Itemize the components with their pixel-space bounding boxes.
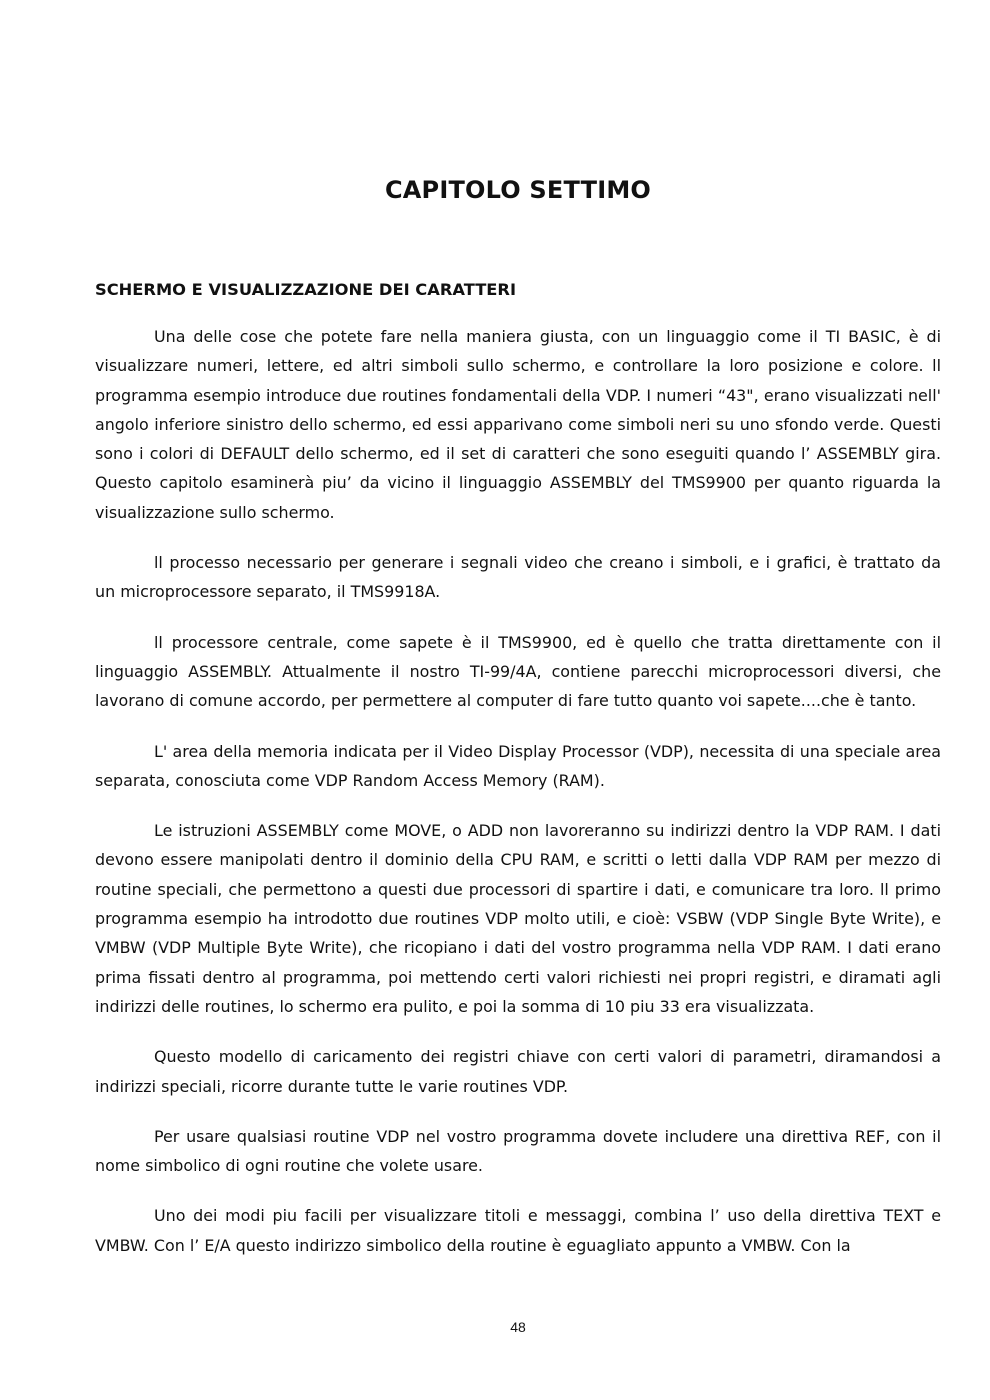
chapter-title: CAPITOLO SETTIMO [384,176,652,204]
page-number: 48 [510,1319,526,1335]
body-text [95,322,941,1281]
paragraph: Questo modello di caricamento dei registri chiave con certi valori di parametri, diramandosi a indirizzi speciali, ricorre durante tutte le varie routines VDP. [95,1047,941,1096]
paragraph: ll processo necessario per generare i segnali video che creano i simboli, e i grafici, è trattato da un microprocessore separato, il TMS9918A. [95,553,941,602]
paragraph: Le istruzioni ASSEMBLY come MOVE, o ADD non lavoreranno su indirizzi dentro la VDP RAM. I dati devono essere manipolati dentro il dominio della CPU RAM, e scritti o letti dalla VDP RAM per mezzo di routine speciali, che permettono a questi due processori di spartire i dati, e comunicare tra loro. ll primo programma esempio ha introdotto due routines VDP molto utili, e cioè: VSBW (VDP Single Byte Write), e VMBW (VDP Multiple Byte Write), che ricopiano i dati del vostro programma nella VDP RAM. I dati erano prima fissati dentro al programma, poi mettendo certi valori richiesti nei propri registri, e diramati agli indirizzi delle routines, lo schermo era pulito, e poi la somma di 10 piu 33 era visualizzata. [95,821,941,1016]
paragraph: L' area della memoria indicata per il Video Display Processor (VDP), necessita di una speciale area separata, conosciuta come VDP Random Access Memory (RAM). [95,741,941,790]
paragraph: Uno dei modi piu facili per visualizzare titoli e messaggi, combina l’ uso della direttiva TEXT e VMBW. Con l’ E/A questo indirizzo simbolico della routine è eguagliato appunto a VMBW. Con la [95,1206,941,1255]
paragraph: ll processore centrale, come sapete è il TMS9900, ed è quello che tratta direttamente con il linguaggio ASSEMBLY. Attualmente il nostro TI-99/4A, contiene parecchi microprocessori diversi, che lavorano di comune accordo, per permettere al computer di fare tutto quanto voi sapete....che è tanto. [95,632,941,711]
paragraph: Una delle cose che potete fare nella maniera giusta, con un linguaggio come il TI BASIC, è di visualizzare numeri, lettere, ed altri simboli sullo schermo, e controllare la loro posizione e colore. ll programma esempio introduce due routines fondamentali della VDP. I numeri “43", erano visualizzati nell' angolo inferiore sinistro dello schermo, ed essi apparivano come simboli neri su uno sfondo verde. Questi sono i colori di DEFAULT dello schermo, ed il set di caratteri che sono eseguiti quando l’ ASSEMBLY gira. Questo capitolo esaminerà piu’ da vicino il linguaggio ASSEMBLY del TMS9900 per quanto riguarda la visualizzazione sullo schermo. [95,327,941,522]
paragraph: Per usare qualsiasi routine VDP nel vostro programma dovete includere una direttiva REF, con il nome simbolico di ogni routine che volete usare. [95,1126,941,1176]
section-heading: SCHERMO E VISUALIZZAZIONE DEI CARATTERI [95,280,517,299]
